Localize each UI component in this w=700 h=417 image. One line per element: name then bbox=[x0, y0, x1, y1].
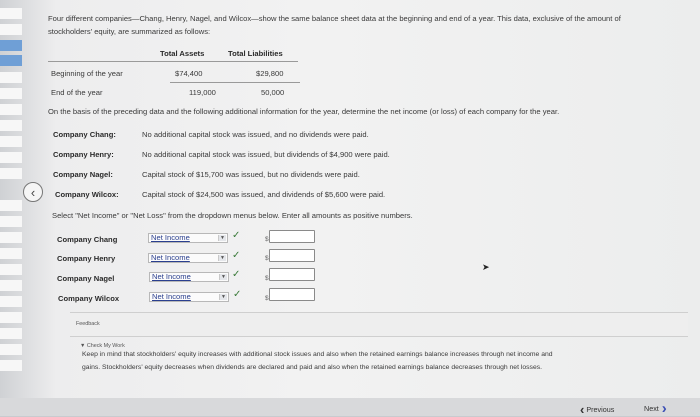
checkmark-icon: ✓ bbox=[232, 230, 241, 241]
table-end-rule bbox=[170, 82, 300, 83]
feedback-label: Feedback bbox=[76, 321, 100, 327]
chevron-down-icon: ▼ bbox=[218, 235, 226, 241]
instruction-text: On the basis of the preceding data and the following additional information for the year, determine the net income (or loss) of each company for the year. bbox=[48, 107, 560, 116]
income-type-dropdown[interactable] bbox=[149, 272, 229, 282]
next-label: Next bbox=[644, 403, 659, 413]
col-total-liabilities: Total Liabilities bbox=[228, 49, 283, 58]
intro-text bbox=[48, 12, 621, 38]
currency-symbol: $ bbox=[265, 236, 269, 243]
next-button[interactable] bbox=[644, 400, 694, 416]
company-nagel-info: Capital stock of $15,700 was issued, but no dividends were paid. bbox=[142, 170, 360, 179]
currency-symbol: $ bbox=[265, 255, 269, 262]
checkmark-icon: ✓ bbox=[233, 289, 242, 300]
dropdown-instruction: Select "Net Income" or "Net Loss" from the dropdown menus below. Enter all amounts as positive numbers. bbox=[52, 211, 413, 220]
table-header-rule bbox=[48, 61, 298, 62]
company-wilcox-info: Capital stock of $24,500 was issued, and dividends of $5,600 were paid. bbox=[142, 190, 386, 199]
dropdown-selected: Net Income bbox=[152, 292, 191, 301]
company-nagel-label: Company Nagel: bbox=[53, 170, 113, 179]
row-end-label: End of the year bbox=[51, 88, 103, 97]
amount-input[interactable] bbox=[269, 268, 315, 281]
mouse-cursor-icon: ➤ bbox=[482, 262, 490, 272]
feedback-panel bbox=[70, 312, 688, 337]
currency-symbol: $ bbox=[265, 275, 269, 282]
previous-label: Previous bbox=[586, 404, 615, 414]
company-chang-label: Company Chang: bbox=[53, 130, 116, 139]
dropdown-selected: Net Income bbox=[151, 233, 190, 242]
feedback-text-line-1: Keep in mind that stockholders' equity increases with additional stock issues and also when the retained earnings balance increases through net income and bbox=[82, 351, 553, 358]
row-beginning-label: Beginning of the year bbox=[51, 69, 123, 78]
feedback-text-line-2: gains. Stockholders' equity decreases when dividends are declared and paid and also when the retained earnings balance decreases through net losses. bbox=[82, 364, 543, 371]
chevron-right-icon: › bbox=[661, 399, 667, 417]
row-end-liabilities: 50,000 bbox=[261, 88, 285, 97]
answer-company-label: Company Nagel bbox=[57, 274, 115, 283]
row-beginning-liabilities: $29,800 bbox=[256, 69, 284, 78]
company-henry-info: No additional capital stock was issued, but dividends of $4,900 were paid. bbox=[142, 150, 390, 159]
chevron-down-icon: ▼ bbox=[218, 255, 226, 261]
answer-company-label: Company Henry bbox=[57, 254, 116, 263]
dropdown-selected: Net Income bbox=[151, 253, 190, 262]
answer-company-label: Company Wilcox bbox=[58, 294, 120, 303]
previous-button[interactable] bbox=[580, 402, 630, 416]
amount-input[interactable] bbox=[269, 288, 315, 301]
chevron-down-icon: ▼ bbox=[219, 294, 227, 300]
company-wilcox-label: Company Wilcox: bbox=[55, 190, 119, 199]
checkmark-icon: ✓ bbox=[232, 250, 241, 261]
currency-symbol: $ bbox=[265, 295, 269, 302]
dropdown-selected: Net Income bbox=[152, 272, 191, 281]
intro-line-1: Four different companies—Chang, Henry, Nagel, and Wilcox—show the same balance sheet data at the beginning and end of a year. This data, exclusive of the amount of bbox=[48, 14, 621, 23]
income-type-dropdown[interactable] bbox=[149, 292, 229, 302]
chevron-left-icon: ‹ bbox=[580, 401, 585, 417]
intro-line-2: stockholders' equity, are summarized as follows: bbox=[48, 27, 211, 36]
chevron-left-icon[interactable]: ‹ bbox=[23, 182, 43, 202]
company-henry-label: Company Henry: bbox=[53, 150, 114, 159]
answer-company-label: Company Chang bbox=[57, 235, 118, 244]
amount-input[interactable] bbox=[269, 230, 315, 243]
chevron-down-icon: ▼ bbox=[219, 274, 227, 280]
left-edge-stripes bbox=[0, 0, 24, 416]
row-beginning-assets: $74,400 bbox=[175, 69, 203, 78]
company-chang-info: No additional capital stock was issued, and no dividends were paid. bbox=[142, 130, 369, 139]
row-end-assets: 119,000 bbox=[189, 88, 216, 97]
check-my-work-toggle[interactable]: ▼ Check My Work bbox=[80, 343, 125, 349]
amount-input[interactable] bbox=[269, 249, 315, 262]
income-type-dropdown[interactable] bbox=[148, 233, 228, 243]
col-total-assets: Total Assets bbox=[160, 49, 205, 58]
checkmark-icon: ✓ bbox=[232, 269, 241, 280]
income-type-dropdown[interactable] bbox=[148, 253, 228, 263]
